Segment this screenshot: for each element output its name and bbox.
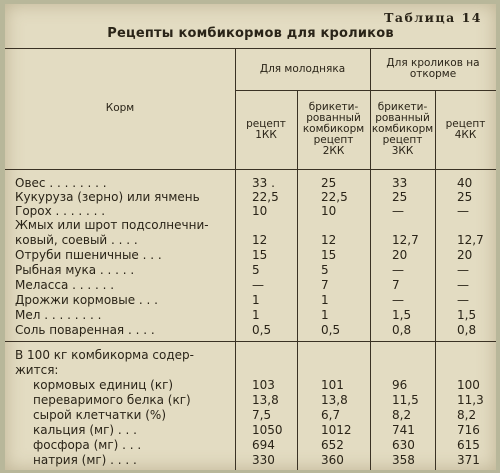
- cell-3kk: 630: [392, 438, 415, 452]
- cell-1kk: 33 .: [252, 176, 275, 190]
- header-col3-l1: брикети-: [377, 101, 428, 113]
- cell-3kk: 8,2: [392, 408, 412, 422]
- cell-3kk: 33: [392, 176, 408, 190]
- cell-3kk: 12,7: [392, 233, 419, 247]
- header-group-young: [235, 48, 370, 90]
- table-row: [5, 394, 496, 407]
- cell-1kk: 13,8: [252, 393, 279, 407]
- row-label: ковый, соевый . . . .: [15, 233, 138, 247]
- cell-2kk: 6,7: [321, 408, 341, 422]
- table-row: [5, 379, 496, 392]
- cell-1kk: 330: [252, 453, 275, 467]
- cell-1kk: 0,5: [252, 323, 272, 337]
- header-col3-l4: рецепт: [382, 134, 423, 146]
- cell-2kk: 652: [321, 438, 344, 452]
- table-row: [5, 177, 496, 190]
- header-feed: [5, 48, 235, 169]
- header-feed-text: Корм: [105, 102, 135, 114]
- cell-1kk: 5: [252, 263, 260, 277]
- row-label: Соль поваренная . . . .: [15, 323, 155, 337]
- cell-4kk: 40: [457, 176, 473, 190]
- rule-content: [5, 341, 496, 342]
- cell-2kk: 1012: [321, 423, 352, 437]
- table-title: Рецепты комбикормов для кроликов: [107, 26, 394, 41]
- cell-1kk: 694: [252, 438, 275, 452]
- table-row: [5, 409, 496, 422]
- cell-2kk: 12: [321, 233, 337, 247]
- header-col3-l3: комбикорм: [371, 123, 434, 135]
- cell-3kk: 7: [392, 278, 400, 292]
- content-header-line1: [5, 349, 496, 362]
- cell-2kk: 360: [321, 453, 344, 467]
- header-group-fattening: [370, 48, 496, 90]
- cell-2kk: 15: [321, 248, 337, 262]
- table-row: [5, 191, 496, 204]
- content-header-line2: [5, 364, 496, 377]
- row-label: переваримого белка (кг): [33, 393, 191, 407]
- cell-2kk: 25: [321, 176, 337, 190]
- cell-4kk: 371: [457, 453, 480, 467]
- row-label: натрия (мг) . . . .: [33, 453, 137, 467]
- cell-2kk: 10: [321, 204, 337, 218]
- row-label: фосфора (мг) . . .: [33, 438, 142, 452]
- page: [5, 4, 496, 470]
- cell-3kk: 96: [392, 378, 408, 392]
- cell-4kk: 615: [457, 438, 480, 452]
- cell-3kk: 11,5: [392, 393, 419, 407]
- header-col2: [297, 90, 370, 169]
- cell-2kk: 7: [321, 278, 329, 292]
- table-row: [5, 264, 496, 277]
- row-label: Кукуруза (зерно) или ячмень: [15, 190, 200, 204]
- row-label: сырой клетчатки (%): [33, 408, 166, 422]
- header-col2-l4: рецепт: [313, 134, 354, 146]
- header-col1-l2: 1КК: [255, 128, 277, 141]
- row-label: кормовых единиц (кг): [33, 378, 174, 392]
- cell-4kk: —: [457, 293, 469, 307]
- header-col2-l5: 2КК: [322, 145, 345, 157]
- cell-3kk: 25: [392, 190, 408, 204]
- cell-3kk: 741: [392, 423, 415, 437]
- cell-3kk: 20: [392, 248, 408, 262]
- cell-3kk: —: [392, 293, 404, 307]
- row-label: Меласса . . . . . .: [15, 278, 115, 292]
- cell-4kk: 20: [457, 248, 473, 262]
- header-col3-l2: рованный: [375, 112, 430, 124]
- table-row: [5, 279, 496, 292]
- cell-2kk: 13,8: [321, 393, 348, 407]
- cell-4kk: —: [457, 204, 469, 218]
- header-group-fattening-l2: откорме: [409, 68, 457, 80]
- cell-1kk: 1050: [252, 423, 283, 437]
- cell-1kk: 10: [252, 204, 268, 218]
- table-number: Таблица 14: [384, 10, 482, 25]
- cell-4kk: 8,2: [457, 408, 477, 422]
- cell-1kk: 1: [252, 293, 260, 307]
- cell-4kk: —: [457, 278, 469, 292]
- row-label: Отруби пшеничные . . .: [15, 248, 162, 262]
- cell-2kk: 22,5: [321, 190, 348, 204]
- header-col3: [370, 90, 435, 169]
- cell-1kk: 12: [252, 233, 268, 247]
- header-col4: [435, 90, 496, 169]
- cell-4kk: 12,7: [457, 233, 484, 247]
- cell-1kk: 22,5: [252, 190, 279, 204]
- row-label: Жмых или шрот подсолнечни-: [15, 218, 209, 232]
- table-row: [5, 439, 496, 452]
- rule-header-bottom: [5, 169, 496, 170]
- header-col2-l1: брикети-: [308, 101, 359, 113]
- header-group-young-text: Для молодняка: [259, 62, 346, 75]
- cell-4kk: 100: [457, 378, 480, 392]
- table-row: [5, 234, 496, 247]
- table-row: [5, 249, 496, 262]
- header-col1-l1: рецепт: [246, 117, 286, 130]
- content-header-text: жится:: [15, 363, 59, 377]
- header-col1: [235, 90, 297, 169]
- cell-4kk: 1,5: [457, 308, 477, 322]
- cell-2kk: 101: [321, 378, 344, 392]
- row-label: Мел . . . . . . . .: [15, 308, 102, 322]
- cell-1kk: 103: [252, 378, 275, 392]
- cell-1kk: 7,5: [252, 408, 272, 422]
- row-label: Рыбная мука . . . . .: [15, 263, 135, 277]
- row-label: Дрожжи кормовые . . .: [15, 293, 158, 307]
- table-row: [5, 309, 496, 322]
- table-row: [5, 205, 496, 218]
- header-col2-l2: рованный: [306, 112, 361, 124]
- cell-2kk: 1: [321, 293, 329, 307]
- cell-4kk: —: [457, 263, 469, 277]
- header-col2-l3: комбикорм: [302, 123, 365, 135]
- cell-1kk: 15: [252, 248, 268, 262]
- row-label: Овес . . . . . . . .: [15, 176, 107, 190]
- cell-3kk: —: [392, 263, 404, 277]
- row-label: Горох . . . . . . .: [15, 204, 106, 218]
- header-col4-l1: рецепт: [445, 117, 486, 130]
- cell-4kk: 25: [457, 190, 473, 204]
- cell-4kk: 11,3: [457, 393, 484, 407]
- table-row: [5, 454, 496, 467]
- table-row: [5, 324, 496, 337]
- content-header-text: В 100 кг комбикорма содер-: [15, 348, 194, 362]
- header-col3-l5: 3КК: [391, 145, 414, 157]
- table-row: [5, 294, 496, 307]
- row-label: кальция (мг) . . .: [33, 423, 137, 437]
- header-col4-l2: 4КК: [454, 128, 477, 141]
- cell-4kk: 716: [457, 423, 480, 437]
- table-row: [5, 424, 496, 437]
- cell-3kk: 1,5: [392, 308, 412, 322]
- cell-4kk: 0,8: [457, 323, 477, 337]
- cell-3kk: 358: [392, 453, 415, 467]
- table-row: [5, 219, 496, 232]
- cell-2kk: 0,5: [321, 323, 341, 337]
- cell-1kk: 1: [252, 308, 260, 322]
- cell-3kk: 0,8: [392, 323, 412, 337]
- cell-3kk: —: [392, 204, 404, 218]
- cell-1kk: —: [252, 278, 264, 292]
- cell-2kk: 5: [321, 263, 329, 277]
- header-group-fattening-l1: Для кроликов на: [386, 57, 480, 69]
- cell-2kk: 1: [321, 308, 329, 322]
